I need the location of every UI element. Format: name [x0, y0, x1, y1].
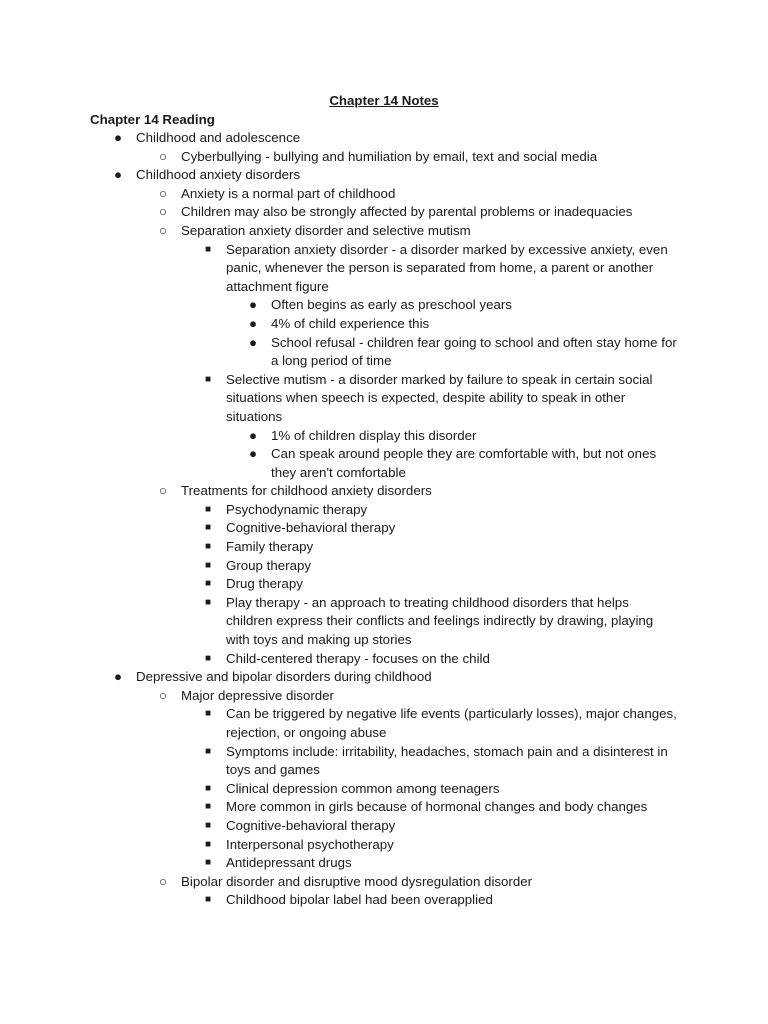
list-item-text: Separation anxiety disorder - a disorder marked by excessive anxiety, even panic, whenever the person is separated from home, a parent or another attachment figure [226, 241, 668, 294]
bullet-icon: ■ [204, 522, 212, 534]
list-item [0, 129, 768, 148]
bullet-icon: ■ [204, 541, 212, 553]
bullet-icon: ■ [204, 801, 212, 813]
list-item [0, 817, 768, 836]
bullet-icon: ● [248, 334, 258, 350]
list-item [0, 482, 768, 501]
list-item [0, 575, 768, 594]
list-item [0, 743, 768, 780]
bullet-icon: ● [248, 427, 258, 443]
list-item-text: More common in girls because of hormonal changes and body changes [226, 799, 648, 815]
list-item [0, 538, 768, 557]
list-item [0, 668, 768, 687]
list-item [0, 427, 768, 446]
list-item-text: Depressive and bipolar disorders during childhood [136, 669, 432, 685]
list-item-text: Family therapy [226, 539, 314, 555]
list-item-text: Symptoms include: irritability, headaches, stomach pain and a disinterest in toys and games [226, 743, 668, 778]
list-item [0, 798, 768, 817]
list-item [0, 371, 768, 427]
list-item [0, 445, 768, 482]
list-item-text: Bipolar disorder and disruptive mood dysregulation disorder [181, 873, 533, 889]
list-item-text: Group therapy [226, 557, 312, 573]
bullet-icon: ■ [204, 745, 212, 757]
bullet-icon: ○ [158, 687, 168, 703]
list-item-text: Interpersonal psychotherapy [226, 836, 394, 852]
bullet-icon: ● [248, 315, 258, 331]
list-item-text: Drug therapy [226, 576, 303, 592]
list-item-text: 4% of child experience this [271, 315, 430, 331]
list-item [0, 501, 768, 520]
bullet-icon: ■ [204, 596, 212, 608]
list-item [0, 705, 768, 742]
list-item-text: Children may also be strongly affected by parental problems or inadequacies [181, 204, 633, 220]
list-item [0, 296, 768, 315]
bullet-icon: ■ [204, 652, 212, 664]
list-item-text: Treatments for childhood anxiety disorders [181, 483, 432, 499]
list-item-text: Cyberbullying - bullying and humiliation by email, text and social media [181, 148, 598, 164]
list-item-text: Separation anxiety disorder and selective mutism [181, 222, 471, 238]
bullet-icon: ■ [204, 559, 212, 571]
bullet-icon: ● [113, 669, 123, 685]
list-item [0, 241, 768, 297]
list-item [0, 891, 768, 910]
list-item [0, 557, 768, 576]
list-item-text: Can be triggered by negative life events (particularly losses), major changes, rejection, or ongoing abuse [226, 706, 677, 740]
bullet-icon: ● [113, 167, 123, 183]
bullet-icon: ○ [158, 873, 168, 889]
bullet-icon: ■ [204, 782, 212, 794]
list-item-text: Anxiety is a normal part of childhood [181, 185, 396, 201]
list-item-text: Childhood bipolar label had been overapplied [226, 892, 493, 908]
list-item [0, 873, 768, 892]
list-item [0, 185, 768, 204]
bullet-icon: ■ [204, 578, 212, 590]
bullet-icon: ■ [204, 243, 212, 255]
notes-list [0, 129, 768, 910]
list-item-text: Play therapy - an approach to treating childhood disorders that helps children express their conflicts and feelings indirectly by drawing, playing with toys and making up stories [226, 594, 654, 648]
list-item [0, 334, 768, 371]
bullet-icon: ■ [204, 373, 212, 385]
list-item [0, 594, 768, 650]
bullet-icon: ○ [158, 204, 168, 220]
list-item [0, 148, 768, 167]
list-item [0, 650, 768, 669]
list-item-text: Childhood anxiety disorders [136, 167, 301, 183]
list-item-text: 1% of children display this disorder [271, 427, 477, 443]
list-item-text: Cognitive-behavioral therapy [226, 520, 396, 536]
list-item [0, 222, 768, 241]
bullet-icon: ■ [204, 503, 212, 515]
bullet-icon: ○ [158, 185, 168, 201]
list-item [0, 166, 768, 185]
bullet-icon: ■ [204, 857, 212, 869]
bullet-icon: ○ [158, 222, 168, 238]
list-item-text: School refusal - children fear going to school and often stay home for a long period of time [271, 334, 677, 369]
list-item-text: Can speak around people they are comfortable with, but not ones they aren't comfortable [271, 446, 657, 480]
bullet-icon: ■ [204, 838, 212, 850]
list-item-text: Selective mutism - a disorder marked by failure to speak in certain social situations when speech is expected, despite ability to speak in other situations [226, 371, 653, 424]
list-item [0, 854, 768, 873]
list-item [0, 836, 768, 855]
list-item-text: Cognitive-behavioral therapy [226, 817, 396, 833]
page-title: Chapter 14 Notes [329, 93, 439, 108]
list-item [0, 203, 768, 222]
list-item [0, 687, 768, 706]
bullet-icon: ○ [158, 148, 168, 164]
list-item-text: Major depressive disorder [181, 687, 334, 703]
bullet-icon: ■ [204, 819, 212, 831]
list-item-text: Psychodynamic therapy [226, 501, 368, 517]
list-item [0, 315, 768, 334]
list-item-text: Antidepressant drugs [226, 855, 352, 871]
list-item-text: Childhood and adolescence [136, 130, 301, 145]
bullet-icon: ○ [158, 483, 168, 499]
list-item [0, 780, 768, 799]
bullet-icon: ■ [204, 894, 212, 906]
bullet-icon: ● [248, 446, 258, 462]
bullet-icon: ● [113, 130, 123, 145]
section-heading: Chapter 14 Reading [90, 112, 215, 127]
list-item-text: Clinical depression common among teenagers [226, 780, 500, 796]
bullet-icon: ■ [204, 708, 212, 720]
list-item-text: Often begins as early as preschool years [271, 297, 512, 313]
list-item [0, 519, 768, 538]
list-item-text: Child-centered therapy - focuses on the child [226, 650, 490, 666]
bullet-icon: ● [248, 297, 258, 313]
